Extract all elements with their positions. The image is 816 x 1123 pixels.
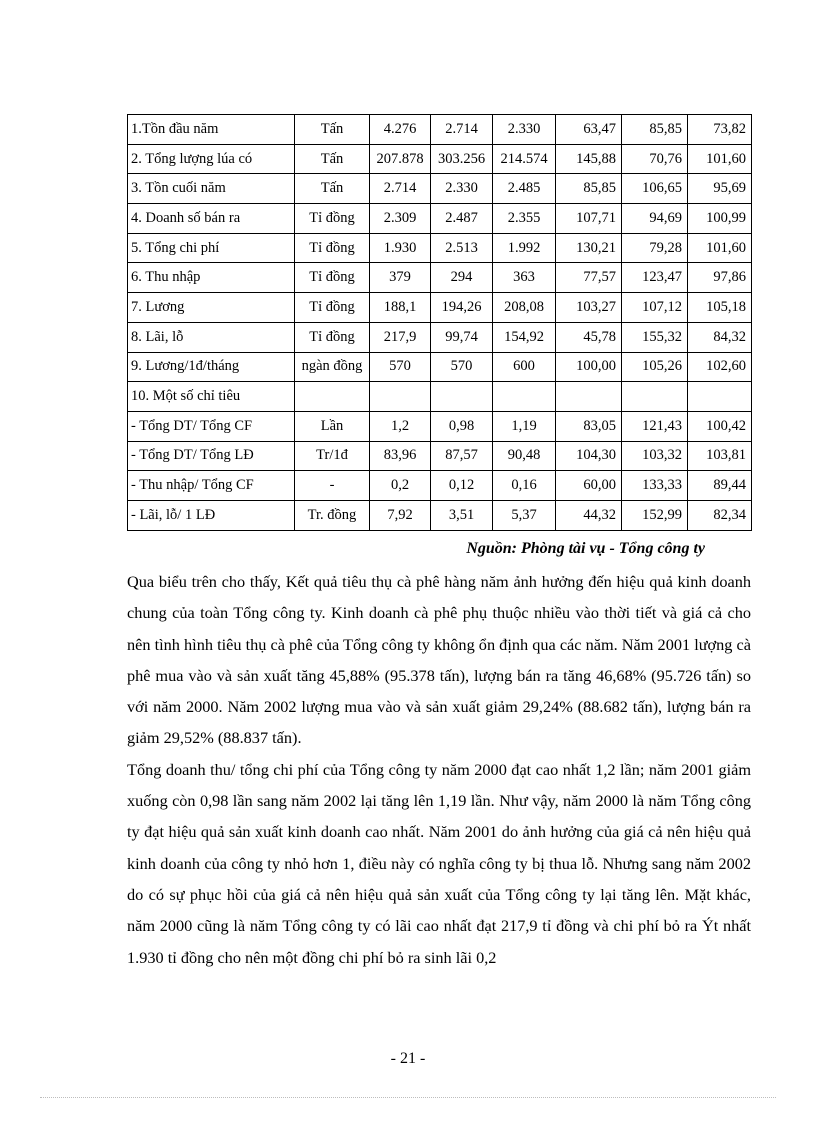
- value-cell: 303.256: [431, 144, 493, 174]
- value-cell: 90,48: [493, 441, 556, 471]
- table-row: [128, 382, 752, 412]
- unit-cell: Tỉ đồng: [295, 263, 370, 293]
- unit-cell: Tr. đồng: [295, 500, 370, 530]
- percent-cell: 100,42: [688, 411, 752, 441]
- footer-divider: [40, 1097, 776, 1098]
- percent-cell: 106,65: [622, 174, 688, 204]
- table-row: [128, 233, 752, 263]
- value-cell: 363: [493, 263, 556, 293]
- percent-cell: 45,78: [556, 322, 622, 352]
- value-cell: 214.574: [493, 144, 556, 174]
- row-label: - Thu nhập/ Tổng CF: [128, 471, 295, 501]
- table-row: [128, 293, 752, 323]
- value-cell: 2.487: [431, 204, 493, 234]
- percent-cell: 94,69: [622, 204, 688, 234]
- value-cell: 7,92: [370, 500, 431, 530]
- value-cell: 194,26: [431, 293, 493, 323]
- table-row: [128, 204, 752, 234]
- value-cell: 2.485: [493, 174, 556, 204]
- percent-cell: 101,60: [688, 144, 752, 174]
- percent-cell: 145,88: [556, 144, 622, 174]
- percent-cell: 100,00: [556, 352, 622, 382]
- percent-cell: 107,71: [556, 204, 622, 234]
- unit-cell: Tỉ đồng: [295, 233, 370, 263]
- unit-cell: [295, 382, 370, 412]
- percent-cell: 79,28: [622, 233, 688, 263]
- value-cell: 154,92: [493, 322, 556, 352]
- percent-cell: 73,82: [688, 115, 752, 145]
- percent-cell: 89,44: [688, 471, 752, 501]
- percent-cell: 97,86: [688, 263, 752, 293]
- value-cell: 0,98: [431, 411, 493, 441]
- table-row: [128, 411, 752, 441]
- value-cell: 5,37: [493, 500, 556, 530]
- value-cell: 2.330: [431, 174, 493, 204]
- percent-cell: [622, 382, 688, 412]
- statistics-table: [127, 114, 752, 531]
- percent-cell: 107,12: [622, 293, 688, 323]
- table-row: [128, 174, 752, 204]
- value-cell: 2.355: [493, 204, 556, 234]
- value-cell: 1.930: [370, 233, 431, 263]
- value-cell: 379: [370, 263, 431, 293]
- value-cell: 570: [370, 352, 431, 382]
- percent-cell: 130,21: [556, 233, 622, 263]
- unit-cell: -: [295, 471, 370, 501]
- percent-cell: 101,60: [688, 233, 752, 263]
- value-cell: 2.330: [493, 115, 556, 145]
- percent-cell: 82,34: [688, 500, 752, 530]
- percent-cell: 103,32: [622, 441, 688, 471]
- value-cell: 207.878: [370, 144, 431, 174]
- value-cell: 2.714: [431, 115, 493, 145]
- unit-cell: Tỉ đồng: [295, 322, 370, 352]
- value-cell: 83,96: [370, 441, 431, 471]
- row-label: 4. Doanh số bán ra: [128, 204, 295, 234]
- table-row: [128, 263, 752, 293]
- percent-cell: 105,18: [688, 293, 752, 323]
- row-label: 1.Tồn đầu năm: [128, 115, 295, 145]
- statistics-table-body: [128, 115, 752, 531]
- percent-cell: 85,85: [622, 115, 688, 145]
- value-cell: 2.714: [370, 174, 431, 204]
- unit-cell: Tấn: [295, 115, 370, 145]
- percent-cell: 133,33: [622, 471, 688, 501]
- value-cell: 1.992: [493, 233, 556, 263]
- value-cell: 1,19: [493, 411, 556, 441]
- table-row: [128, 115, 752, 145]
- percent-cell: 102,60: [688, 352, 752, 382]
- table-row: [128, 322, 752, 352]
- percent-cell: 85,85: [556, 174, 622, 204]
- percent-cell: 83,05: [556, 411, 622, 441]
- row-label: - Tổng DT/ Tổng LĐ: [128, 441, 295, 471]
- percent-cell: 95,69: [688, 174, 752, 204]
- row-label: 9. Lương/1đ/tháng: [128, 352, 295, 382]
- value-cell: 1,2: [370, 411, 431, 441]
- value-cell: 188,1: [370, 293, 431, 323]
- percent-cell: [556, 382, 622, 412]
- value-cell: 3,51: [431, 500, 493, 530]
- paragraph-1: Qua biểu trên cho thấy, Kết quả tiêu thụ cà phê hàng năm ảnh hưởng đến hiệu quả kinh doanh chung của toàn Tổng công ty. Kinh doanh cà phê phụ thuộc nhiều vào thời tiết và giá cả cho nên tình hình tiêu thụ cà phê của Tổng công ty không ổn định qua các năm. Năm 2001 lượng cà phê mua vào và sản xuất tăng 45,88% (95.378 tấn), lượng bán ra tăng 46,68% (95.726 tấn) so với năm 2000. Năm 2002 lượng mua vào và sản xuất giảm 29,24% (88.682 tấn), lượng bán ra giảm 29,52% (88.837 tấn).: [127, 572, 751, 748]
- percent-cell: 103,27: [556, 293, 622, 323]
- value-cell: 0,2: [370, 471, 431, 501]
- row-label: 10. Một số chỉ tiêu: [128, 382, 295, 412]
- row-label: 6. Thu nhập: [128, 263, 295, 293]
- unit-cell: Tr/1đ: [295, 441, 370, 471]
- source-note: Nguồn: Phòng tài vụ - Tổng công ty: [466, 540, 705, 557]
- table-row: [128, 500, 752, 530]
- row-label: 8. Lãi, lỗ: [128, 322, 295, 352]
- body-text: [127, 566, 751, 973]
- value-cell: 99,74: [431, 322, 493, 352]
- value-cell: 2.309: [370, 204, 431, 234]
- value-cell: [493, 382, 556, 412]
- value-cell: 87,57: [431, 441, 493, 471]
- table-row: [128, 441, 752, 471]
- value-cell: 294: [431, 263, 493, 293]
- percent-cell: 60,00: [556, 471, 622, 501]
- value-cell: 0,16: [493, 471, 556, 501]
- percent-cell: 123,47: [622, 263, 688, 293]
- percent-cell: 104,30: [556, 441, 622, 471]
- percent-cell: 155,32: [622, 322, 688, 352]
- percent-cell: 103,81: [688, 441, 752, 471]
- value-cell: 217,9: [370, 322, 431, 352]
- table-row: [128, 144, 752, 174]
- percent-cell: 70,76: [622, 144, 688, 174]
- unit-cell: Tấn: [295, 174, 370, 204]
- row-label: 3. Tồn cuối năm: [128, 174, 295, 204]
- paragraph-2: Tổng doanh thu/ tổng chi phí của Tổng công ty năm 2000 đạt cao nhất 1,2 lần; năm 2001 giảm xuống còn 0,98 lần sang năm 2002 lại tăng lên 1,19 lần. Như vậy, năm 2000 là năm Tổng công ty đạt hiệu quả sản xuất kinh doanh cao nhất. Năm 2001 do ảnh hưởng của giá cả nên hiệu quả kinh doanh của công ty nhỏ hơn 1, điều này có nghĩa công ty bị thua lỗ. Nhưng sang năm 2002 do có sự phục hồi của giá cả nên hiệu quả sản xuất của Tổng công ty lại tăng lên. Mặt khác, năm 2000 cũng là năm Tổng công ty có lãi cao nhất đạt 217,9 tỉ đồng và chi phí bỏ ra Ýt nhất 1.930 tỉ đồng cho nên một đồng chi phí bỏ ra sinh lãi 0,2: [127, 759, 751, 967]
- value-cell: 0,12: [431, 471, 493, 501]
- unit-cell: Tỉ đồng: [295, 293, 370, 323]
- percent-cell: 105,26: [622, 352, 688, 382]
- percent-cell: 84,32: [688, 322, 752, 352]
- value-cell: 2.513: [431, 233, 493, 263]
- value-cell: 208,08: [493, 293, 556, 323]
- value-cell: [370, 382, 431, 412]
- unit-cell: Tấn: [295, 144, 370, 174]
- table-row: [128, 471, 752, 501]
- value-cell: 4.276: [370, 115, 431, 145]
- row-label: - Lãi, lỗ/ 1 LĐ: [128, 500, 295, 530]
- value-cell: 570: [431, 352, 493, 382]
- percent-cell: 63,47: [556, 115, 622, 145]
- value-cell: 600: [493, 352, 556, 382]
- table-row: [128, 352, 752, 382]
- row-label: - Tổng DT/ Tổng CF: [128, 411, 295, 441]
- percent-cell: 121,43: [622, 411, 688, 441]
- percent-cell: 77,57: [556, 263, 622, 293]
- row-label: 5. Tổng chi phí: [128, 233, 295, 263]
- page-number: - 21 -: [390, 1050, 426, 1067]
- value-cell: [431, 382, 493, 412]
- percent-cell: 44,32: [556, 500, 622, 530]
- percent-cell: [688, 382, 752, 412]
- row-label: 7. Lương: [128, 293, 295, 323]
- unit-cell: ngàn đồng: [295, 352, 370, 382]
- percent-cell: 100,99: [688, 204, 752, 234]
- percent-cell: 152,99: [622, 500, 688, 530]
- unit-cell: Lần: [295, 411, 370, 441]
- unit-cell: Tỉ đồng: [295, 204, 370, 234]
- row-label: 2. Tổng lượng lúa có: [128, 144, 295, 174]
